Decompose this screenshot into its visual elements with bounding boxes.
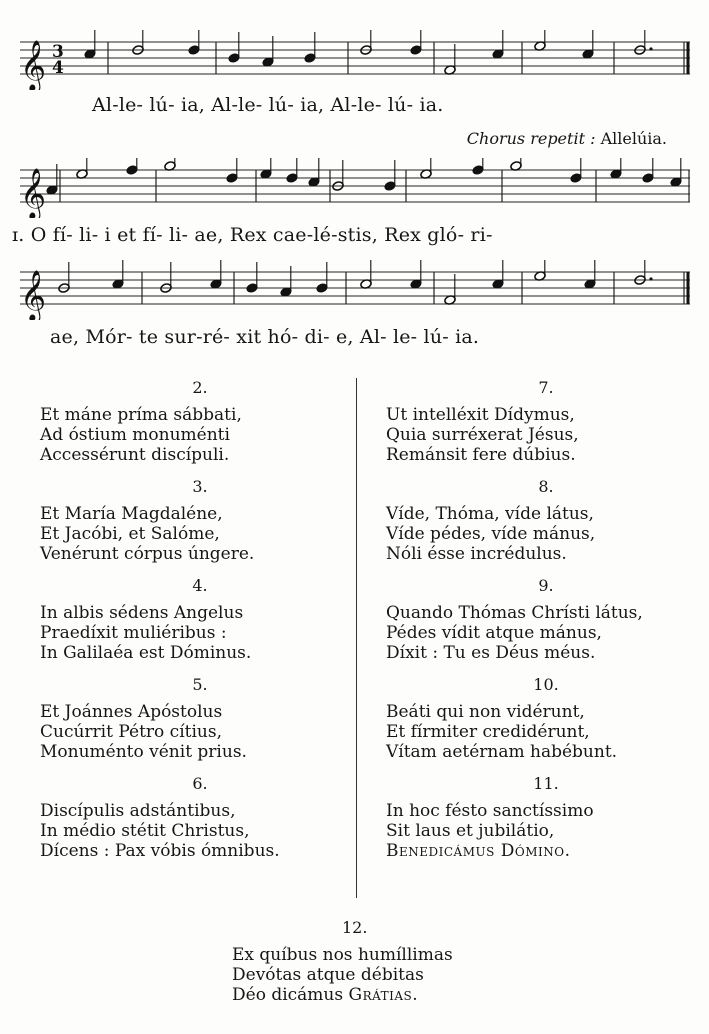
verse-line: Et María Magdaléne, <box>40 504 223 524</box>
verse-line: Ut intelléxit Dídymus, <box>386 405 575 425</box>
staff-1 <box>20 30 690 90</box>
treble-clef-icon: 𝄞 <box>20 168 47 218</box>
verse-line: Sit laus et jubilátio, <box>386 821 555 841</box>
stanza-10 <box>386 675 706 762</box>
verse-line: Et Jacóbi, et Salóme, <box>40 524 220 544</box>
verse-line: Et Joánnes Apóstolus <box>40 702 223 722</box>
stanza-number: 10. <box>533 675 559 694</box>
verse-line: Ex quíbus nos humíllimas <box>232 945 453 965</box>
stanza-12 <box>232 918 532 1005</box>
music-system-1 <box>20 30 690 130</box>
note-dot <box>649 277 652 280</box>
verse-line: Et fírmiter credidérunt, <box>386 722 590 742</box>
verse-line-final <box>232 985 532 1005</box>
lyrics-system-3: ae, Mór- te sur-ré- xit hó- di- e, Al- le- lú- ia. <box>50 326 480 348</box>
verse-line: Venérunt córpus úngere. <box>40 544 255 564</box>
stanza-5 <box>40 675 360 762</box>
stanza-number: 11. <box>533 774 559 793</box>
verse-line: Praedíxit muliéribus : <box>40 623 227 643</box>
stanza-3 <box>40 477 360 564</box>
verse-line: Dícens : Pax vóbis ómnibus. <box>40 841 280 861</box>
verse-line: Quia surréxerat Jésus, <box>386 425 579 445</box>
left-column <box>40 378 360 873</box>
right-column <box>386 378 706 873</box>
verse-line: Pédes vídit atque mánus, <box>386 623 602 643</box>
verse-line: Remánsit fere dúbius. <box>386 445 576 465</box>
chorus-text: Allelúia. <box>600 129 667 148</box>
lyrics-system-1: Al-le- lú- ia, Al-le- lú- ia, Al-le- lú- ia. <box>92 94 444 116</box>
verse-line: Accessérunt discípuli. <box>40 445 230 465</box>
music-system-2 <box>12 158 690 258</box>
stanza-11 <box>386 774 706 861</box>
stanza-number: 6. <box>192 774 208 793</box>
verse-line: Víde pédes, víde mánus, <box>386 524 596 544</box>
stanza-number: 8. <box>538 477 554 496</box>
chorus-label: Chorus repetit : <box>466 129 596 148</box>
stanza-number: 2. <box>192 378 208 397</box>
verse-line: Devótas atque débitas <box>232 965 424 985</box>
music-system-3 <box>20 260 690 360</box>
verse-line: Vítam aetérnam habébunt. <box>386 742 618 762</box>
column-divider <box>356 378 357 898</box>
stanza-number: 3. <box>192 477 208 496</box>
stanza-number: 9. <box>538 576 554 595</box>
verse-line: Díxit : Tu es Déus méus. <box>386 643 596 663</box>
stanza-4 <box>40 576 360 663</box>
time-signature-top: 3 <box>52 42 64 62</box>
verse-line-small-caps: Benedicámus Dómino. <box>386 841 571 861</box>
stanza-7 <box>386 378 706 465</box>
staff-2 <box>20 158 690 218</box>
verse-line: Víde, Thóma, víde látus, <box>386 504 594 524</box>
treble-clef-icon: 𝄞 <box>20 40 47 90</box>
verse-line-small-caps: Grátias. <box>348 985 419 1005</box>
verse-line: Nóli ésse incrédulus. <box>386 544 567 564</box>
stanza-9 <box>386 576 706 663</box>
stanza-8 <box>386 477 706 564</box>
staff-3 <box>20 260 690 320</box>
verse-line-plain: Déo dicámus <box>232 985 344 1005</box>
verse-line: Cucúrrit Pétro cítius, <box>40 722 222 742</box>
verse-line: Beáti qui non vidérunt, <box>386 702 585 722</box>
verse-line: Monuménto vénit prius. <box>40 742 247 762</box>
stanza-number: 5. <box>192 675 208 694</box>
treble-clef-icon: 𝄞 <box>20 270 47 320</box>
verse-line: Quando Thómas Chrísti látus, <box>386 603 643 623</box>
verse-line: In albis sédens Angelus <box>40 603 244 623</box>
stanza-number: 4. <box>192 576 208 595</box>
chorus-note <box>467 129 667 148</box>
verse-line: Discípulis adstántibus, <box>40 801 236 821</box>
lyrics-system-2: ɪ. O fí- li- i et fí- li- ae, Rex cae-lé-stis, Rex gló- ri- <box>12 224 493 246</box>
stanza-2 <box>40 378 360 465</box>
note-dot <box>649 47 652 50</box>
stanza-6 <box>40 774 360 861</box>
stanza-number: 7. <box>538 378 554 397</box>
verse-line: In Galilaéa est Dóminus. <box>40 643 252 663</box>
verse-line: Et máne príma sábbati, <box>40 405 242 425</box>
time-signature-bottom: 4 <box>52 58 64 78</box>
verse-line: In médio stétit Christus, <box>40 821 250 841</box>
stanza-number: 12. <box>342 918 368 937</box>
verse-line: Ad óstium monuménti <box>40 425 230 445</box>
verse-line: In hoc fésto sanctíssimo <box>386 801 594 821</box>
